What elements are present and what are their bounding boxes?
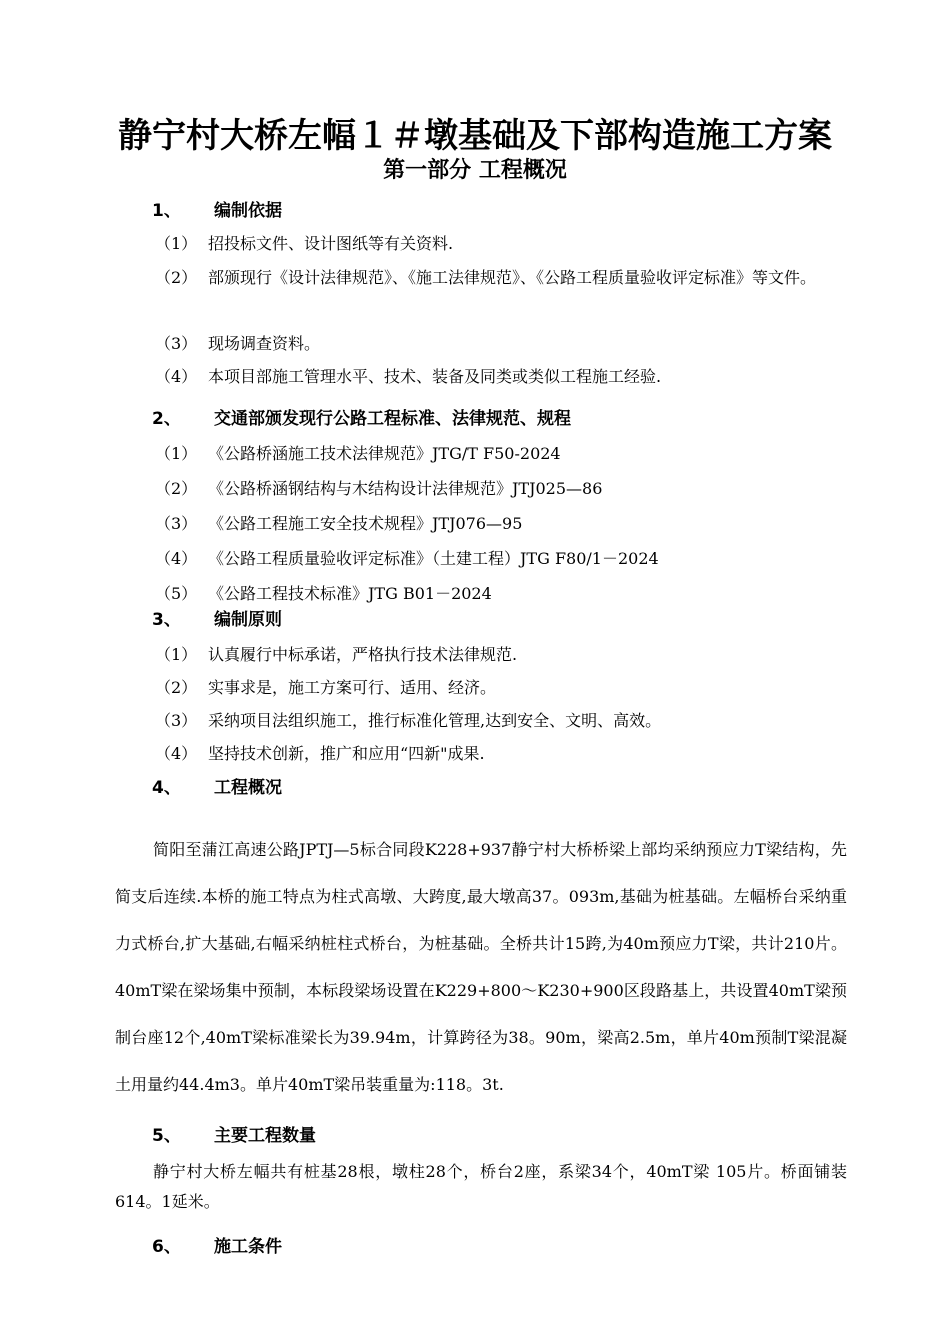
item-number: （1） (155, 444, 198, 463)
item-text: 部颁现行《设计法律规范》、《施工法律规范》、《公路工程质量验收评定标准》等文件。 (208, 268, 817, 287)
section-heading (152, 776, 282, 800)
quantities-paragraph: 静宁村大桥左幅共有桩基28根，墩柱28个，桥台2座，系梁34个，40mT梁 105片。桥面铺装614。1延米。 (115, 1162, 847, 1211)
list-item (155, 261, 850, 295)
section-heading (152, 407, 571, 431)
item-number: （1） (155, 645, 198, 664)
section-number: 3、 (152, 610, 181, 630)
list-item (155, 704, 661, 738)
item-text: 招投标文件、设计图纸等有关资料. (208, 234, 454, 253)
section-title: 工程概况 (214, 778, 282, 798)
section-number: 4、 (152, 778, 181, 798)
item-number: （2） (155, 678, 198, 697)
item-number: （3） (155, 514, 198, 533)
list-item (155, 327, 320, 361)
project-overview-paragraph: 简阳至蒲江高速公路JPTJ—5标合同段K228+937静宁村大桥桥梁上部均采纳预应力T梁结构，先简支后连续.本桥的施工特点为柱式高墩、大跨度,最大墩高37。093m,基础为桩基础。左幅桥台采纳重力式桥台,扩大基础,右幅采纳桩柱式桥台，为桩基础。全桥共计15跨,为40m预应力T梁，共计210片。40mT梁在梁场集中预制，本标段梁场设置在K229+800～K230+900区段路基上，共设置40mT梁预制台座12个,40mT梁标准梁长为39.94m，计算跨径为38。90m，梁高2.5m，单片40m预制T梁混凝土用量约44.4m3。单片40mT梁吊装重量为:118。3t. (115, 840, 847, 1094)
section-title: 主要工程数量 (214, 1126, 316, 1146)
item-text: 实事求是，施工方案可行、适用、经济。 (208, 678, 497, 697)
list-item (155, 360, 661, 394)
item-text: 《公路工程质量验收评定标准》（土建工程）JTG F80/1－2024 (208, 549, 659, 568)
section-heading (152, 1235, 282, 1259)
list-item (155, 437, 561, 471)
list-item (155, 671, 496, 705)
section-heading (152, 199, 282, 223)
item-number: （2） (155, 479, 198, 498)
item-text: 现场调查资料。 (208, 334, 321, 353)
list-item (155, 472, 602, 506)
list-item (155, 507, 522, 541)
item-text: 坚持技术创新，推广和应用“四新"成果. (208, 744, 485, 763)
item-number: （4） (155, 744, 198, 763)
section-number: 1、 (152, 201, 181, 221)
item-number: （5） (155, 584, 198, 603)
list-item (155, 227, 453, 261)
list-item (155, 737, 485, 771)
list-item (155, 638, 517, 672)
item-number: （4） (155, 367, 198, 386)
item-text: 《公路桥涵钢结构与木结构设计法律规范》JTJ025—86 (208, 479, 603, 498)
list-item (155, 577, 492, 611)
item-text: 本项目部施工管理水平、技术、装备及同类或类似工程施工经验. (208, 367, 662, 386)
document-title: 静宁村大桥左幅１＃墩基础及下部构造施工方案 (118, 116, 832, 156)
section-heading (152, 608, 282, 632)
item-number: （1） (155, 234, 198, 253)
section-heading (152, 1124, 316, 1148)
item-text: 认真履行中标承诺，严格执行技术法律规范. (208, 645, 518, 664)
item-number: （3） (155, 334, 198, 353)
item-text: 《公路桥涵施工技术法律规范》JTG/T F50-2024 (208, 444, 561, 463)
item-number: （4） (155, 549, 198, 568)
section-title: 编制依据 (214, 201, 282, 221)
item-text: 采纳项目法组织施工，推行标准化管理,达到安全、文明、高效。 (208, 711, 662, 730)
section-number: 2、 (152, 409, 181, 429)
item-number: （2） (155, 268, 198, 287)
section-title: 编制原则 (214, 610, 282, 630)
section-title: 交通部颁发现行公路工程标准、法律规范、规程 (214, 409, 571, 429)
item-text: 《公路工程技术标准》JTG B01－2024 (208, 584, 492, 603)
item-number: （3） (155, 711, 198, 730)
section-title: 施工条件 (214, 1237, 282, 1257)
section-number: 5、 (152, 1126, 181, 1146)
section-number: 6、 (152, 1237, 181, 1257)
item-text: 《公路工程施工安全技术规程》JTJ076—95 (208, 514, 523, 533)
list-item (155, 542, 659, 576)
document-subtitle: 第一部分 工程概况 (383, 158, 567, 183)
